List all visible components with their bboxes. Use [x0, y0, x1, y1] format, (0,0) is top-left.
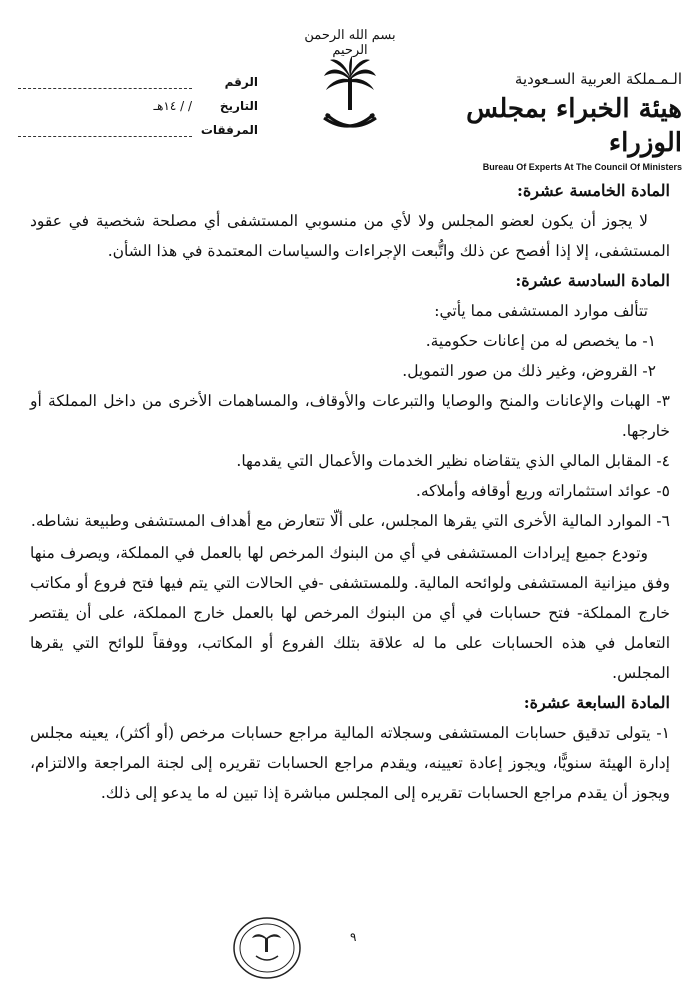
kingdom-name: الـمـملكة العربية السـعودية — [514, 70, 682, 88]
article17-heading: المادة السابعة عشرة: — [523, 693, 670, 712]
organization-header — [452, 70, 682, 172]
organization-name-arabic: هيئة الخبراء بمجلس الوزراء — [466, 94, 682, 158]
article16-intro: تتألف موارد المستشفى مما يأتي: — [434, 302, 648, 320]
organization-name-english: Bureau Of Experts At The Council Of Ministers — [482, 162, 682, 172]
article15-text: لا يجوز أن يكون لعضو المجلس ولا لأي من منسوبي المستشفى أي مصلحة شخصية في عقود المستشفى، إلا إذا أفصح عن ذلك واتُّبعت الإجراءات والسياسات المعتمدة في هذا الشأن. — [30, 212, 670, 260]
document-body — [30, 176, 670, 808]
article16-item-3: ٣- الهبات والإعانات والمنح والوصايا والتبرعات والأوقاف، والمساهمات الأخرى من داخل المملكة أو خارجها. — [30, 392, 670, 440]
reference-number-label: الرقم — [224, 75, 258, 89]
basmala: بسم الله الرحمن الرحيم — [304, 28, 396, 58]
attachments-label: المرفقات — [200, 123, 258, 137]
official-stamp-icon — [232, 916, 302, 980]
reference-number-line — [18, 76, 192, 89]
article17-item-1: ١- يتولى تدقيق حسابات المستشفى وسجلاته المالية مراجع حسابات مرخص (أو أكثر)، يعينه مجلس إدارة الهيئة سنويًّا، ويجوز إعادة تعيينه، ويقدم مراجع الحسابات تقريره إلى لجنة المراجعة والالتزام، ويجوز أن يقدم مراجع الحسابات تقريره إلى المجلس مباشرة إذا تبين له ما يدعو إلى ذلك. — [30, 724, 670, 802]
article16-item-6: ٦- الموارد المالية الأخرى التي يقرها المجلس، على ألّا تتعارض مع أهداف المستشفى وطبيعة نشاطه. — [30, 512, 670, 530]
reference-fields — [18, 70, 258, 142]
attachments-line — [18, 124, 192, 137]
article16-item-2: ٢- القروض، وغير ذلك من صور التمويل. — [402, 362, 656, 380]
article16-paragraph: وتودع جميع إيرادات المستشفى في أي من البنوك المرخص لها بالعمل في المملكة، ويصرف منها وفق ميزانية المستشفى ولوائحه المالية. وللمستشفى -في الحالات التي يتم فيها فتح فروع أو مكاتب خارج المملكة- فتح حسابات في أي من البنوك المرخص لها بالعمل خارج المملكة، على أن يقتصر التعامل في هذه الحسابات على ما له علاقة بتلك الفروع أو المكاتب، ووفقاً للوائح التي يقرها المجلس. — [30, 544, 670, 682]
saudi-emblem-icon — [322, 56, 378, 136]
page-number: ٩ — [350, 930, 357, 944]
date-value: / / ١٤هـ — [153, 99, 192, 113]
article16-item-4: ٤- المقابل المالي الذي يتقاضاه نظير الخدمات والأعمال التي يقدمها. — [236, 452, 670, 470]
attachments-row — [18, 118, 258, 142]
date-row — [18, 94, 258, 118]
article16-item-5: ٥- عوائد استثماراته وريع أوقافه وأملاكه. — [415, 482, 670, 500]
article16-item-1: ١- ما يخصص له من إعانات حكومية. — [425, 332, 656, 350]
reference-number-row — [18, 70, 258, 94]
date-label: التاريخ — [219, 99, 258, 113]
article15-heading: المادة الخامسة عشرة: — [517, 181, 670, 200]
article16-heading: المادة السادسة عشرة: — [515, 271, 670, 290]
